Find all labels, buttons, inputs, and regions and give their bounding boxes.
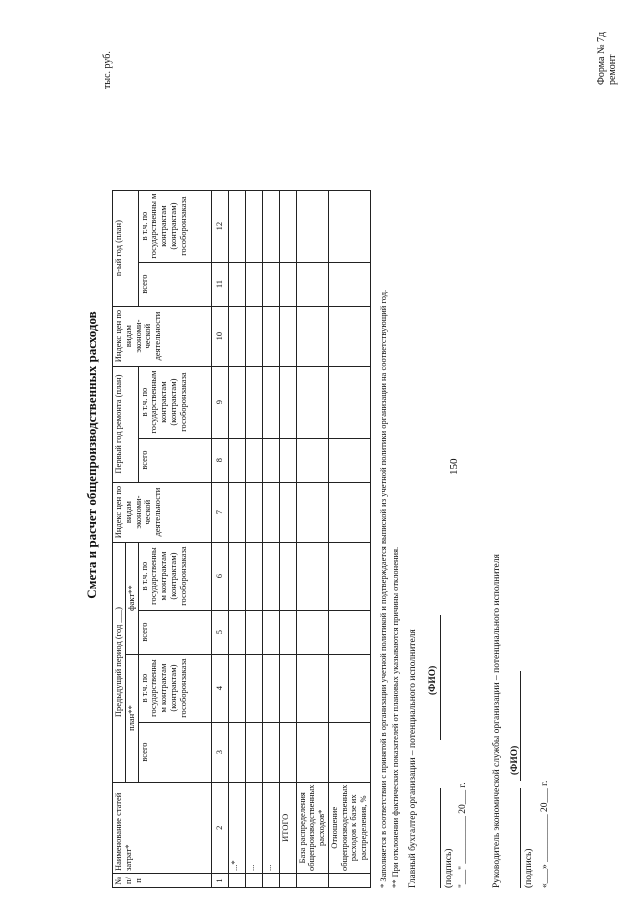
col-number: 5 xyxy=(211,610,228,654)
header-total: всего xyxy=(138,610,211,654)
row-label: Отношение общепроизводственных расходов к базе их распределения, % xyxy=(328,782,370,873)
table-row xyxy=(262,190,279,887)
col-number: 9 xyxy=(211,366,228,438)
col-number: 6 xyxy=(211,542,228,610)
unit-label: тыс. руб. xyxy=(102,51,113,89)
form-label: Форма № 7д ремонт xyxy=(596,31,618,85)
header-fact: факт** xyxy=(125,542,138,654)
head-title: Руководитель экономической службы организации – потенциального исполнителя xyxy=(492,554,502,888)
date-prefix: «___» __________ xyxy=(540,812,550,888)
row-label: ... xyxy=(262,782,279,873)
footnote-2: ** При отклонении фактических показателей от плановых указываются причины отклонения. xyxy=(390,546,400,888)
table-row xyxy=(328,190,370,887)
header-incl: в т.ч. по государственным контрактам (контрактам) гособоронзаказа xyxy=(138,366,211,438)
col-number: 4 xyxy=(211,654,228,722)
header-index-2: Индекс цен по видам экономи-ческой деятельности xyxy=(113,306,212,366)
col-number: 12 xyxy=(211,190,228,262)
page-number: 150 xyxy=(448,458,460,475)
row-label: ИТОГО xyxy=(279,782,296,873)
table-row xyxy=(296,190,328,887)
accountant-fio-label: (ФИО) xyxy=(428,665,438,695)
page-title: Смета и расчет общепроизводственных расходов xyxy=(84,311,99,599)
header-nth-year: n-ый год (план) xyxy=(113,190,139,306)
head-fio-label: (ФИО) xyxy=(510,745,520,775)
header-name: Наименование статей затрат* xyxy=(113,782,212,873)
col-number: 1 xyxy=(211,874,228,888)
table-row-total xyxy=(279,190,296,887)
accountant-title: Главный бухгалтер организации – потенциального исполнителя xyxy=(408,629,418,888)
col-number: 3 xyxy=(211,722,228,782)
header-first-year: Первый год ремонта (план) xyxy=(113,366,139,482)
footnote-1: * Заполняется в соответствии с принятой в организации учетной политикой и подтверждается выпиской из учетной политики организации на соответствующий год. xyxy=(378,289,388,888)
head-date xyxy=(540,781,550,888)
table-row xyxy=(245,190,262,887)
header-index-1: Индекс цен по видам экономи-ческой деятельности xyxy=(113,482,212,542)
accountant-date xyxy=(458,782,468,888)
header-plan: план** xyxy=(125,654,138,782)
col-number: 7 xyxy=(211,482,228,542)
accountant-sign-label: (подпись) xyxy=(444,848,454,888)
table-row xyxy=(228,190,245,887)
header-incl: в т.ч. по государственны м контрактам (контрактам) гособоронзаказа xyxy=(138,190,211,262)
date-year: 20___ г. xyxy=(540,780,550,812)
expense-table xyxy=(112,190,371,888)
date-prefix: "___" __________ xyxy=(458,813,468,888)
date-year: 20___ г. xyxy=(458,782,468,814)
head-sign-label: (подпись) xyxy=(524,848,534,888)
header-total: всего xyxy=(138,722,211,782)
header-prev-period: Предыдущий период (год ___) xyxy=(113,542,126,782)
col-number: 8 xyxy=(211,438,228,482)
col-number: 2 xyxy=(211,782,228,873)
col-number: 10 xyxy=(211,306,228,366)
header-total: всего xyxy=(138,262,211,306)
header-num: № п/ п xyxy=(113,874,212,888)
header-total: всего xyxy=(138,438,211,482)
header-incl: в т.ч. по государственны м контрактам (контрактам) гособоронзаказа xyxy=(138,542,211,610)
row-label: ...* xyxy=(228,782,245,873)
row-label: База распределения общепроизводственных расходов* xyxy=(296,782,328,873)
header-incl: в т.ч. по государственны м контрактам (контрактам) гособоронзаказа xyxy=(138,654,211,722)
row-label: ... xyxy=(245,782,262,873)
col-number: 11 xyxy=(211,262,228,306)
